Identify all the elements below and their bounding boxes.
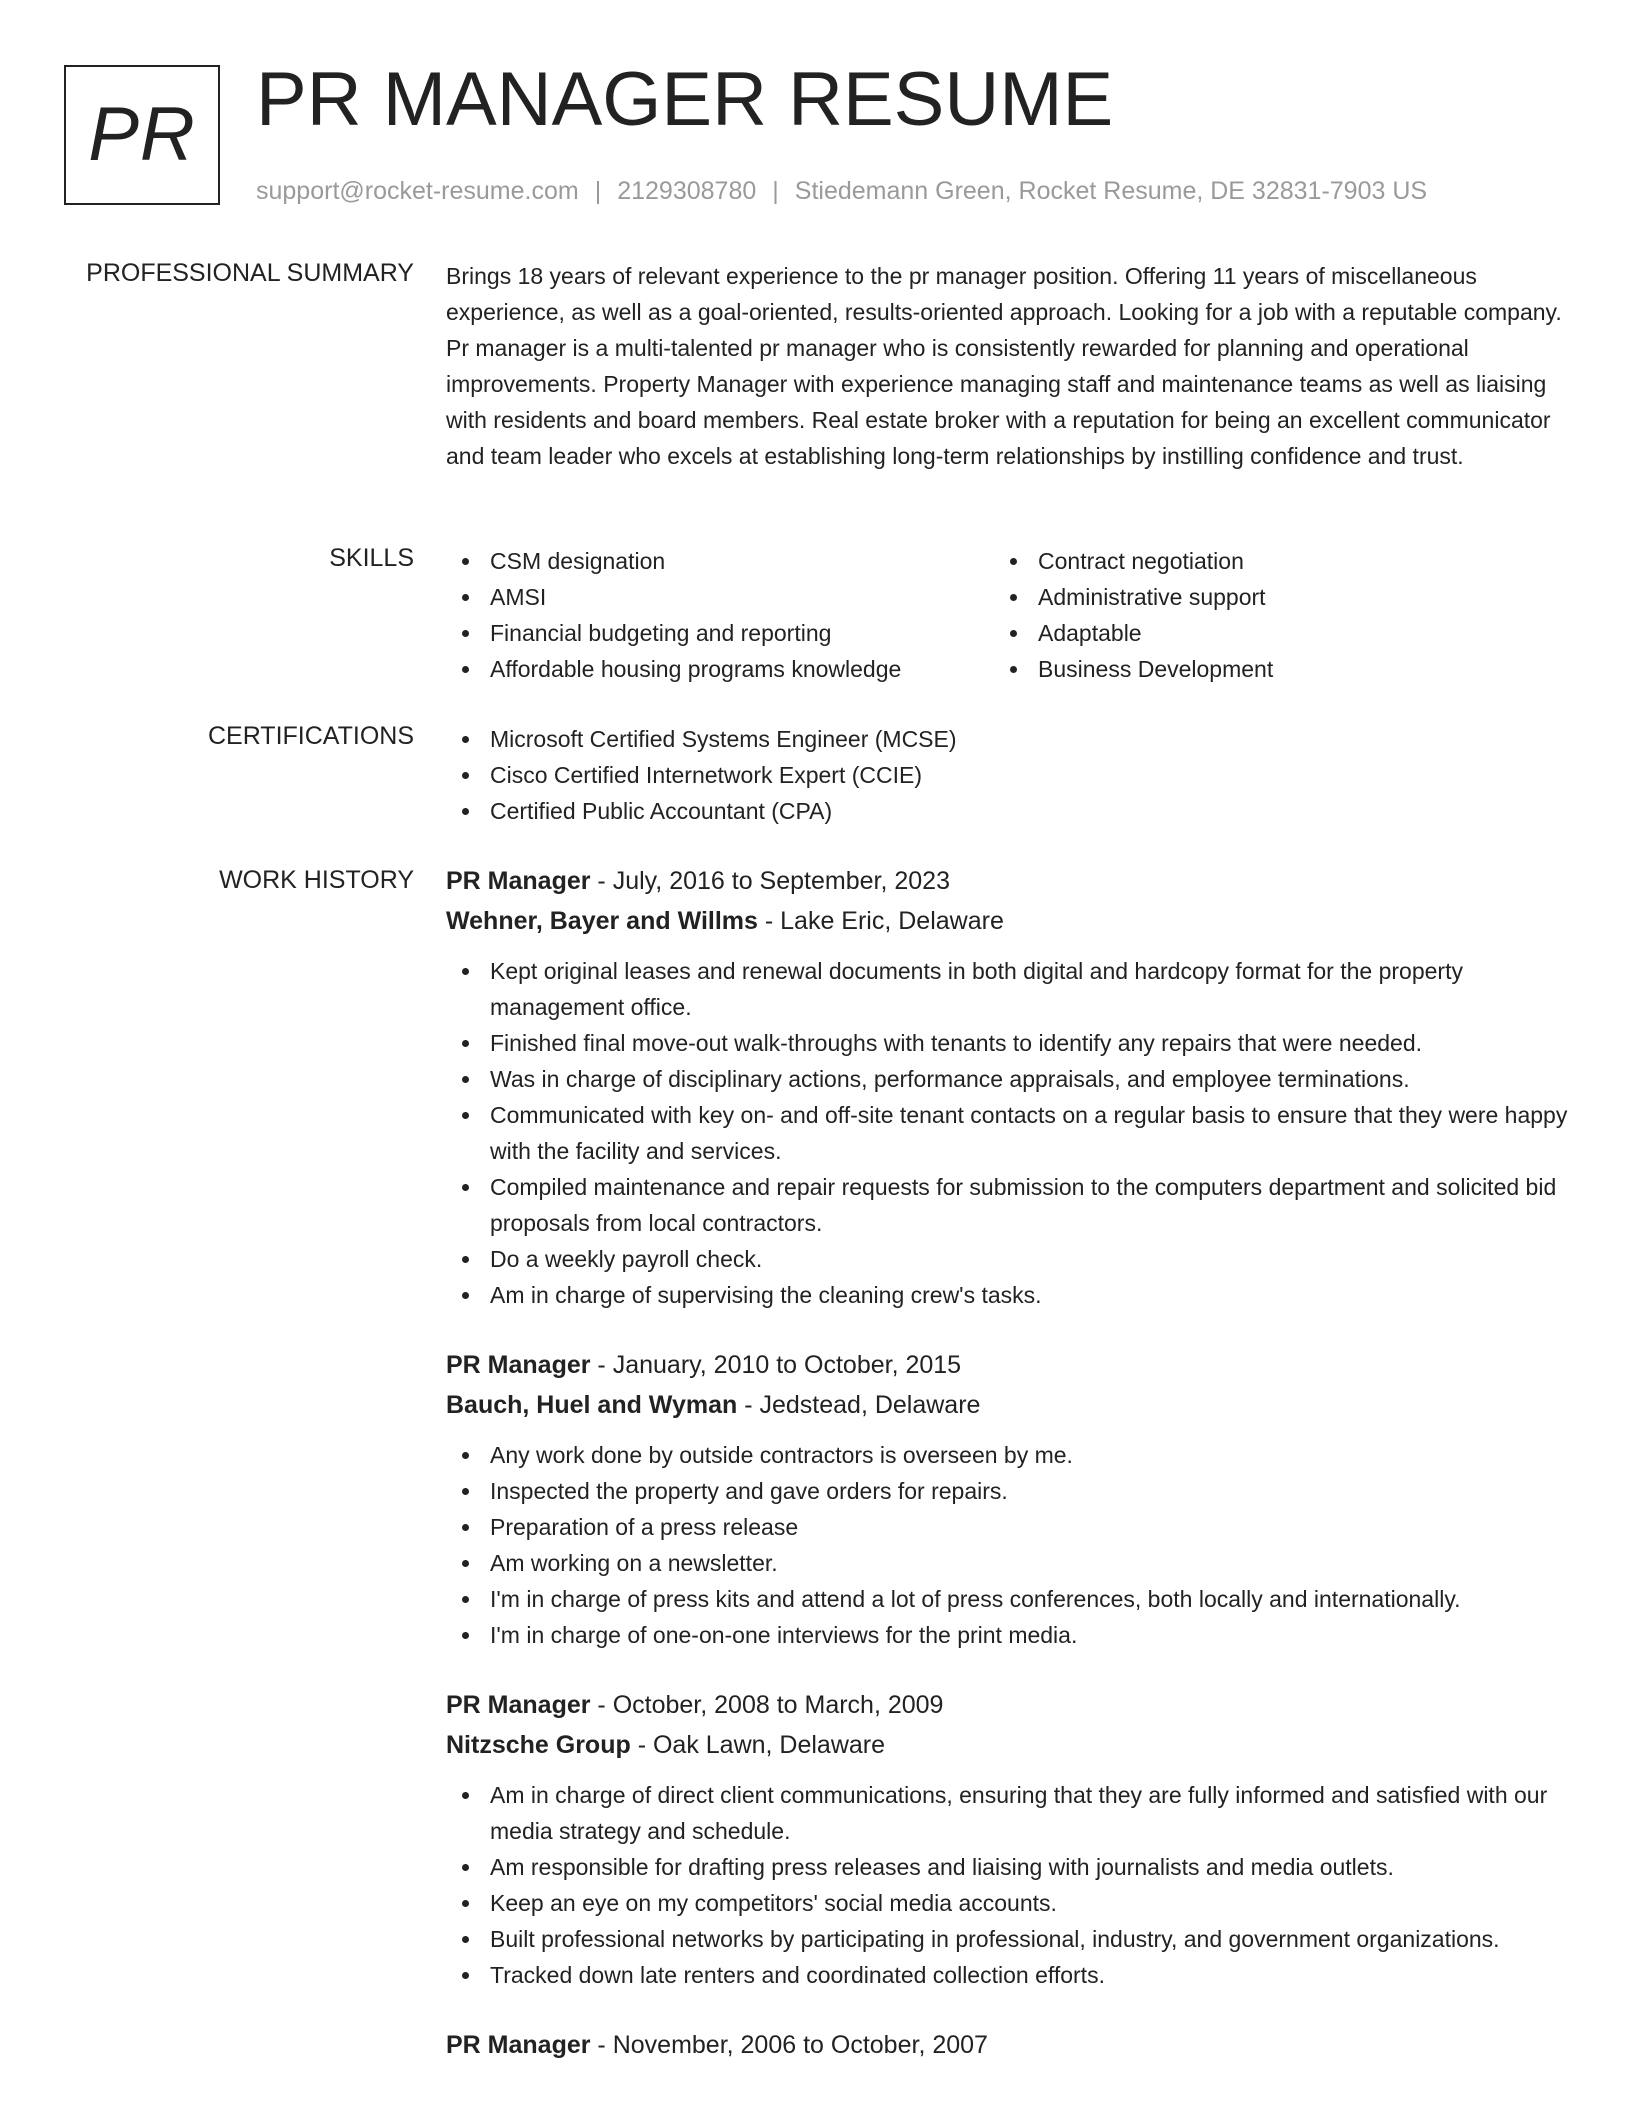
skill-item: AMSI [446, 579, 994, 615]
job-dates: - July, 2016 to September, 2023 [590, 867, 950, 895]
job-company: Bauch, Huel and Wyman [446, 1391, 738, 1419]
contact-separator: | [594, 177, 602, 205]
skills-list-right [994, 543, 1542, 687]
job-duties-list [446, 1777, 1570, 1993]
job-location: - Lake Eric, Delaware [757, 907, 1004, 935]
job-duty: Inspected the property and gave orders for repairs. [446, 1473, 1570, 1509]
skills-list-left [446, 543, 994, 687]
skill-item: Financial budgeting and reporting [446, 615, 994, 651]
job-dates: - October, 2008 to March, 2009 [590, 1691, 944, 1719]
job-duty: Preparation of a press release [446, 1509, 1570, 1545]
job-duty: Finished final move-out walk-throughs with tenants to identify any repairs that were needed. [446, 1025, 1570, 1061]
contact-address: Stiedemann Green, Rocket Resume, DE 32831-7903 US [794, 177, 1428, 205]
certifications-list [446, 721, 1570, 829]
job-entry [446, 1685, 1570, 1993]
job-title-line [446, 861, 1570, 901]
job-dates: - January, 2010 to October, 2015 [590, 1351, 962, 1379]
job-duties-list [446, 1437, 1570, 1653]
job-duty: Tracked down late renters and coordinated collection efforts. [446, 1957, 1570, 1993]
job-title-line [446, 1685, 1570, 1725]
job-duty: Built professional networks by participating in professional, industry, and government organizations. [446, 1921, 1570, 1957]
skill-item: Administrative support [994, 579, 1542, 615]
job-duty: Communicated with key on- and off-site tenant contacts on a regular basis to ensure that they were happy with the facility and services. [446, 1097, 1570, 1169]
job-duty: Was in charge of disciplinary actions, performance appraisals, and employee terminations. [446, 1061, 1570, 1097]
job-duty: Am in charge of supervising the cleaning crew's tasks. [446, 1277, 1570, 1313]
certification-item: Microsoft Certified Systems Engineer (MCSE) [446, 721, 1570, 757]
contact-phone[interactable]: 2129308780 [617, 177, 757, 205]
summary-label: PROFESSIONAL SUMMARY [86, 259, 414, 287]
job-title-line [446, 2025, 1570, 2065]
skill-item: Affordable housing programs knowledge [446, 651, 994, 687]
job-duty: I'm in charge of press kits and attend a lot of press conferences, both locally and internationally. [446, 1581, 1570, 1617]
contact-line [256, 176, 1427, 206]
job-duty: Any work done by outside contractors is overseen by me. [446, 1437, 1570, 1473]
contact-separator: | [772, 177, 779, 205]
skills-label: SKILLS [329, 544, 414, 572]
skills-body [446, 543, 1570, 687]
job-duty: Do a weekly payroll check. [446, 1241, 1570, 1277]
job-company: Nitzsche Group [446, 1731, 631, 1759]
summary-text: Brings 18 years of relevant experience to the pr manager position. Offering 11 years of miscellaneous experience, as well as a goal-oriented, results-oriented approach. Looking for a job with a reputable company. Pr manager is a multi-talented pr manager who is consistently rewarded for planning and operational improvements. Property Manager with experience managing staff and maintenance teams as well as liaising with residents and board members. Real estate broker with a reputation for being an excellent communicator and team leader who excels at establishing long-term relationships by instilling confidence and trust. [446, 263, 1562, 469]
work-history-label: WORK HISTORY [219, 866, 414, 894]
skill-item: Contract negotiation [994, 543, 1542, 579]
job-duty: Am in charge of direct client communications, ensuring that they are fully informed and satisfied with our media strategy and schedule. [446, 1777, 1570, 1849]
monogram-box [64, 65, 220, 205]
job-title: PR Manager [446, 867, 591, 895]
certification-item: Certified Public Accountant (CPA) [446, 793, 1570, 829]
job-entry [446, 2025, 1570, 2065]
job-duty: Keep an eye on my competitors' social media accounts. [446, 1885, 1570, 1921]
job-entry [446, 1345, 1570, 1653]
job-dates: - November, 2006 to October, 2007 [590, 2031, 988, 2059]
job-entry [446, 861, 1570, 1313]
job-duty: Kept original leases and renewal documents in both digital and hardcopy format for the property management office. [446, 953, 1570, 1025]
job-company-line [446, 1385, 1570, 1425]
job-company-line [446, 901, 1570, 941]
job-duty: Am working on a newsletter. [446, 1545, 1570, 1581]
skill-item: CSM designation [446, 543, 994, 579]
certifications-label: CERTIFICATIONS [207, 722, 414, 750]
monogram-initials: PR [88, 92, 196, 177]
job-duty: Compiled maintenance and repair requests for submission to the computers department and solicited bid proposals from local contractors. [446, 1169, 1570, 1241]
summary-body [446, 258, 1570, 474]
contact-email[interactable]: support@rocket-resume.com [256, 177, 579, 205]
job-company-line [446, 1725, 1570, 1765]
job-location: - Oak Lawn, Delaware [630, 1731, 886, 1759]
skill-item: Business Development [994, 651, 1542, 687]
job-title: PR Manager [446, 2031, 591, 2059]
work-history-body [446, 861, 1570, 2097]
job-company: Wehner, Bayer and Willms [446, 907, 758, 935]
job-duty: Am responsible for drafting press releases and liaising with journalists and media outlets. [446, 1849, 1570, 1885]
job-title: PR Manager [446, 1351, 591, 1379]
resume-title: PR MANAGER RESUME [256, 57, 1114, 142]
skills-grid [446, 543, 1570, 687]
job-duty: I'm in charge of one-on-one interviews for the print media. [446, 1617, 1570, 1653]
certifications-body [446, 721, 1570, 829]
job-duties-list [446, 953, 1570, 1313]
job-title-line [446, 1345, 1570, 1385]
certification-item: Cisco Certified Internetwork Expert (CCIE) [446, 757, 1570, 793]
job-title: PR Manager [446, 1691, 591, 1719]
job-location: - Jedstead, Delaware [737, 1391, 981, 1419]
skill-item: Adaptable [994, 615, 1542, 651]
